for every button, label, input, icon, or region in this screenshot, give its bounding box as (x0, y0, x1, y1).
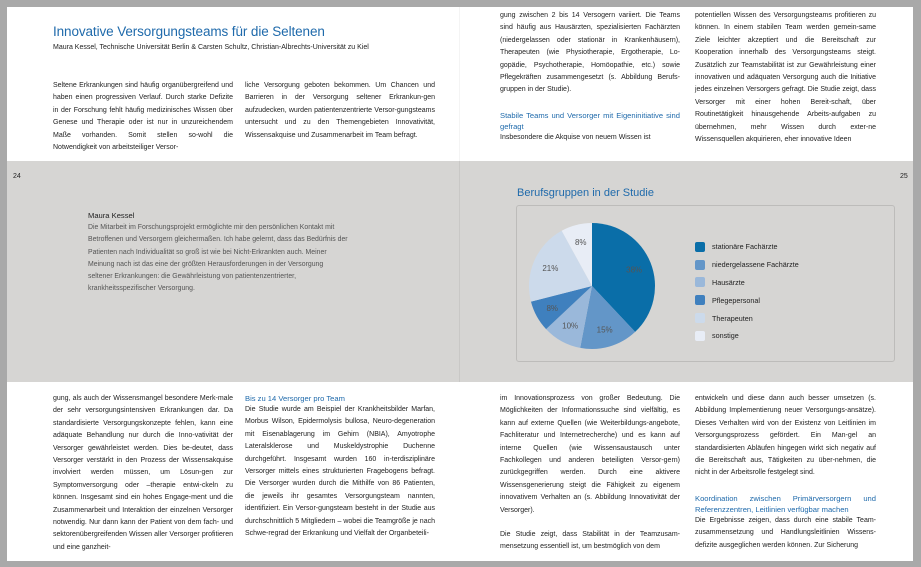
pie-chart (528, 222, 656, 350)
legend-label: stationäre Fachärzte (712, 242, 778, 252)
legend-item (695, 309, 799, 327)
legend-item (695, 274, 799, 292)
text-column-top-1 (53, 80, 233, 154)
legend-swatch-icon (695, 242, 705, 252)
text-column-top-3 (500, 10, 680, 144)
pie-slice-label: 38% (626, 265, 643, 275)
pie-slice-label: 21% (542, 263, 559, 273)
chart-legend (695, 238, 799, 345)
chart-title: Berufsgruppen in der Studie (517, 187, 654, 199)
legend-item (695, 238, 799, 256)
section-heading: Koordination zwischen Primärversorgern und Referenzzentren, Leitlinien verfügbar machen (695, 493, 876, 514)
paragraph: Die Ergebnisse zeigen, dass durch eine stabile Team-zusammensetzung und Handlungsleitlinien Wissens-defizite ausgeglichen werden können. Zur Sicherung (695, 516, 876, 549)
text-column-bottom-3 (500, 393, 680, 554)
paragraph: entwickeln und diese dann auch besser umsetzen (s. Abbildung Implementierung neuer Versorgungs-ansätze). Dieses Verhalten wird von der Existenz von Leitlinien im Versorgungsprozess gefördert. Ein Man-gel an standardisierten Abläufen hingegen wirkt sich negativ auf die Bereitschaft aus, Tätigkeiten zu über-nehmen, die nicht in der Arbeitsrolle festgelegt sind. (695, 395, 876, 477)
paragraph: gung, als auch der Wissensmangel besondere Merk-male der sehr versorgungsintensiven Erkrankungen dar. Da standardisierte Versorgungskonzepte fehlen, kann eine adäquate Behandlung nur durch die Inno-vativität der Versorger gewährleistet werden. Dies be-deutet, dass Versorger verstärkt in den Prozess der Wissensakquise involviert werden müssen, um Lösun-gen zur Symptomversorgung oder –therapie entwi-ckeln zu können. Insgesamt sind ein hohes Engage-ment und die Zusammenarbeit und Interaktion der einzelnen Versorger notwendig. Nur dann kann der Patient von dem fach- und sektorenübergreifenden Wissen aller Versorger profitieren und eine ganzheit- (53, 395, 233, 551)
quote-author: Maura Kessel (88, 211, 135, 220)
pie-slice-label: 15% (596, 325, 613, 335)
text-column-bottom-4 (695, 393, 876, 552)
paragraph: Die Studie wurde am Beispiel der Krankheitsbilder Marfan, Morbus Wilson, Epidermolysis bullosa, Neuro-degeneration mit Eisenablagerung im Gehirn (NBIA), Amyotrophe Lateralsklerose und Muskeldystrophie Duchenne durchgeführt. Insgesamt wurden 160 in-terdisziplinäre Versorger mittels eines strukturierten Fragebogens befragt. Die Versorger wurden durch die Mithilfe von 86 Patienten, die jeweils ihr gesamtes Versorgungsteam nannten, identifiziert. Ein Versor-gungsteam besteht in der Studie aus durchschnittlich 5 Mitgliedern – wobei die Teamgröße je nach Schwe-regrad der Erkrankung und Vielfalt der Organbeteili- (245, 406, 435, 538)
legend-swatch-icon (695, 331, 705, 341)
text-column-bottom-1 (53, 393, 233, 554)
legend-label: niedergelassene Fachärzte (712, 260, 799, 270)
text-column-bottom-2 (245, 393, 435, 540)
legend-label: Hausärzte (712, 277, 745, 287)
page-number-right: 25 (900, 173, 908, 180)
text-column-top-2 (245, 80, 435, 142)
section-heading: Bis zu 14 Versorger pro Team (245, 394, 345, 403)
paragraph: Insbesondere die Akquise von neuem Wissen ist (500, 133, 651, 141)
legend-label: Therapeuten (712, 313, 753, 323)
paragraph: potentiellen Wissen des Versorgungsteams profitieren zu können. In einem stabilen Team werden gemein-same Ziele leichter akzeptiert und die Bereitschaft zur Kooperation innerhalb des Versorgungsteams steigt. Zusätzlich zur Teamstabilität ist zur Gewährleistung einer innovativen und adäquaten Versorgung auch die Initiative jedes einzelnen Versorgers gefragt. Die Studie zeigt, dass Versorger mit einer hohen Bereit-schaft, über Routinetätigkeit hinausgehende Arbeits-aufgaben zu übernehmen, mehr Wissen durch exter-ne Wissensquellen akquirieren, eher innovative Ideen (695, 12, 876, 144)
pie-slice-label: 8% (546, 303, 559, 313)
legend-label: sonstige (712, 331, 739, 341)
page-gutter-band (459, 161, 460, 382)
page-gutter (459, 7, 460, 161)
page-number-left: 24 (13, 173, 21, 180)
article-authors: Maura Kessel, Technische Universität Berlin & Carsten Schultz, Christian-Albrechts-Universität zu Kiel (53, 44, 369, 51)
section-heading: Stabile Teams und Versorger mit Eigeninitiative sind gefragt (500, 110, 680, 131)
legend-swatch-icon (695, 277, 705, 287)
pie-slice-label: 8% (574, 238, 587, 248)
legend-item (695, 327, 799, 345)
text-column-top-4 (695, 10, 876, 146)
legend-item (695, 291, 799, 309)
pie-slice-label: 10% (562, 321, 579, 331)
paragraph: Seltene Erkrankungen sind häufig organübergreifend und haben einen progressiven Verlauf. Durch starke Defizite in der Forschung fehlt häufig medizinisches Wissen über Genese und Therapie oder ist nur in unzureichendem Maße vorhanden. Somit stellen so-wohl die Notwendigkeit von arbeitsteiliger Versor- (53, 82, 233, 152)
testimonial-quote (88, 210, 348, 296)
legend-item (695, 256, 799, 274)
paragraph: im Innovationsprozess von großer Bedeutung. Die Möglichkeiten der Informationssuche sind vielfältig, es kann auf externe Quellen (wie Weiterbildungs-angebote, Fachliteratur und Internetrecherche) und es kann auf interne Quellen (wie Wissensaustausch unter Fachkollegen und anderen beteiligten Versor-gern) zurückgegriffen werden. Durch eine aktivere Wissensgenerierung steigt die Fähigkeit zu eigenem innovativem Verhalten an (s. Abbildung Innovativität der Versorger). (500, 395, 680, 514)
legend-swatch-icon (695, 260, 705, 270)
legend-label: Pflegepersonal (712, 295, 760, 305)
legend-swatch-icon (695, 313, 705, 323)
legend-swatch-icon (695, 295, 705, 305)
article-title: Innovative Versorgungsteams für die Seltenen (53, 24, 325, 39)
paragraph: gung zwischen 2 bis 14 Versogern variiert. Die Teams sind häufig aus Hausärzten, spezialisierten Fachärzten (niedergelassen oder stationär in Krankenhäusern), Therapeuten (wie Physiotherapie, Ergotherapie, Lo-gopädie, Psychotherapie, Homöopathie, etc.) sowie Pflegekräften zusammengesetzt (s. Abbildung Berufs-gruppen in der Studie). (500, 12, 680, 94)
paragraph: liche Versorgung geboten bekommen. Um Chancen und Barrieren in der Versorgung seltener Erkrankun-gen aufzudecken, wurden patientenzentrierte Versor-gungsteams untersucht und zu den Themengebieten Innovativität, Wissensakquise und Zusammenarbeit im Team befragt. (245, 82, 435, 139)
paragraph: Die Studie zeigt, dass Stabilität in der Teamzusam-mensetzung essentiell ist, um bestmöglich von dem (500, 531, 680, 551)
quote-text: Die Mitarbeit im Forschungsprojekt ermöglichte mir den persönlichen Kontakt mit Betroffenen und Versorgern gleichermaßen. Ich habe gelernt, dass das Bedürfnis der Patienten nach Individualität so groß ist wie bei Nicht-Erkrankten auch. Meiner Meinung nach ist das eine der größten Herausforderungen in der Versorgung seltener Erkrankungen: die Gewährleistung von patientenzentrierter, krankheitsspezifischer Versorgung. (88, 224, 348, 293)
